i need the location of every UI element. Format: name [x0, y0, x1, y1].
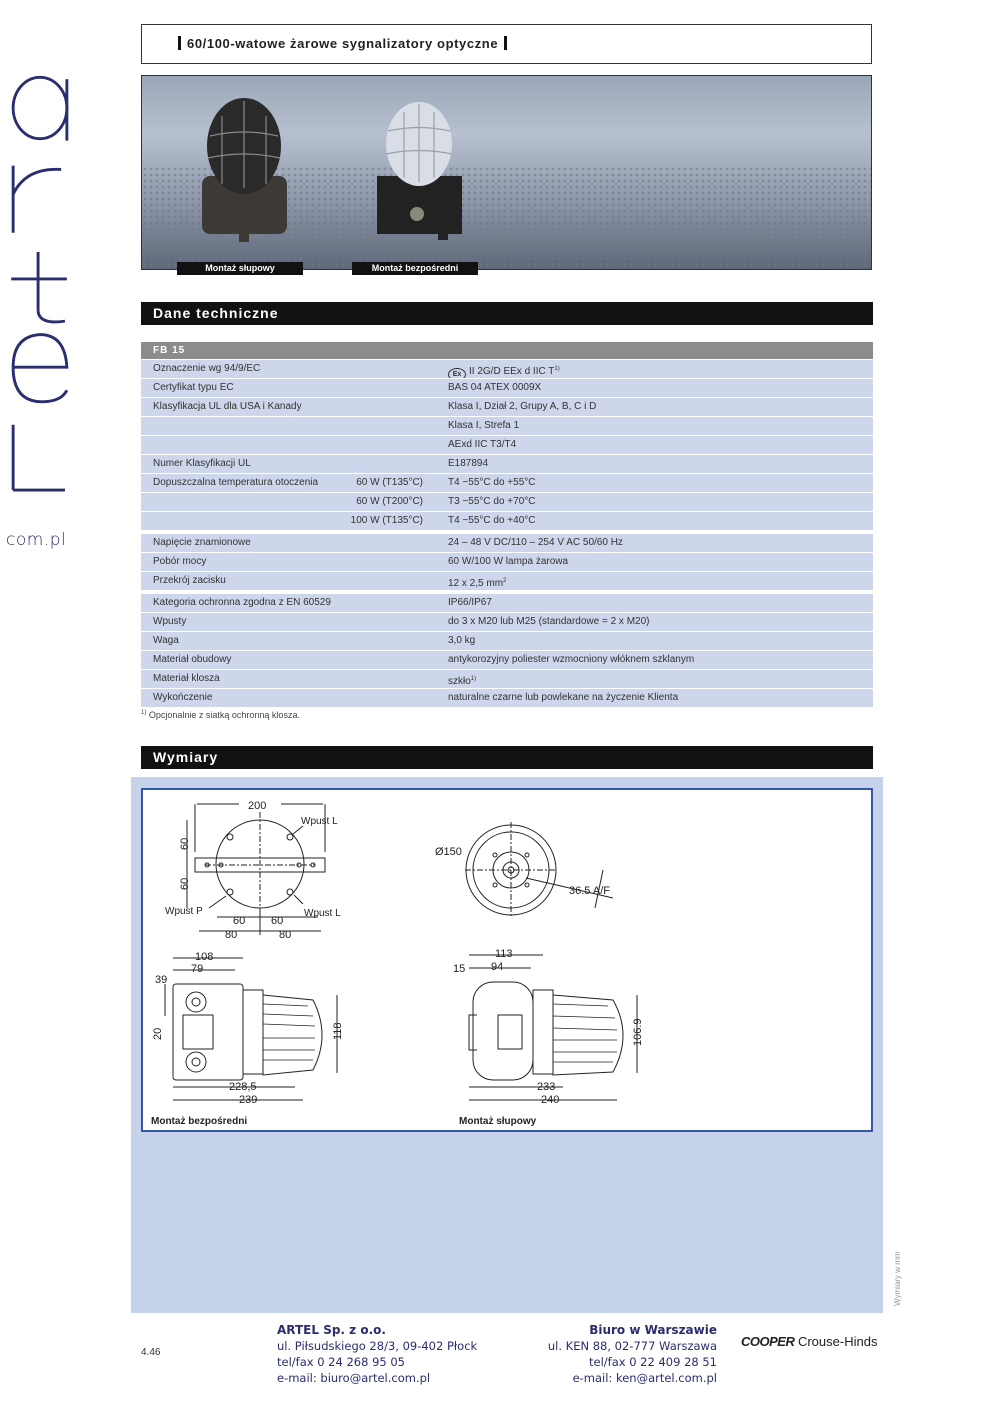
dim-top-width: 200	[248, 800, 267, 812]
product-illustration	[142, 76, 872, 270]
dim-108: 108	[195, 951, 214, 963]
page-title: 60/100-watowe żarowe sygnalizatory optyczne	[178, 36, 507, 51]
dim-15: 15	[453, 963, 466, 975]
spec-row	[141, 473, 873, 492]
dim-239: 239	[239, 1094, 258, 1106]
spec-row	[141, 533, 873, 552]
spec-value	[448, 512, 536, 530]
company-name: ARTEL Sp. z o.o.	[277, 1323, 386, 1337]
spec-footnote	[141, 710, 300, 720]
dimensions-drawings	[141, 788, 873, 1132]
dim-top-s60a: 60	[233, 915, 246, 927]
dim-diameter: Ø150	[435, 846, 462, 858]
caption-pole: Montaż słupowy	[459, 1116, 537, 1127]
spec-value	[448, 417, 519, 435]
spec-value	[448, 651, 694, 669]
spec-value-text: antykorozyjny poliester wzmocniony włóknem szklanym	[448, 654, 695, 665]
spec-value	[448, 572, 506, 593]
photo-label-direct: Montaż bezpośredni	[352, 262, 478, 275]
spec-table	[141, 342, 873, 707]
spec-label: Wpusty	[153, 616, 187, 627]
dim-wpust-l1: Wpust L	[301, 816, 338, 827]
dim-wpust-l2: Wpust L	[304, 908, 341, 919]
cooper-sub: Crouse-Hinds	[797, 1334, 878, 1349]
spec-label: Napięcie znamionowe	[153, 537, 251, 548]
ex-mark-icon: Ex	[448, 368, 466, 381]
spec-value	[448, 632, 475, 650]
spec-value-text: do 3 x M20 lub M25 (standardowe = 2 x M20)	[448, 616, 650, 627]
office-name: Biuro w Warszawie	[589, 1323, 717, 1337]
address-plock	[277, 1322, 477, 1386]
spec-value	[448, 689, 678, 707]
spec-label: Materiał obudowy	[153, 654, 232, 665]
spec-value	[448, 594, 492, 612]
page-number: 4.46	[141, 1347, 161, 1358]
cooper-logo	[741, 1334, 877, 1349]
spec-row	[141, 612, 873, 631]
spec-superscript: 1)	[470, 676, 477, 682]
spec-label: Wykończenie	[153, 692, 213, 703]
spec-label: Klasyfikacja UL dla USA i Kanady	[153, 401, 302, 412]
title-box	[141, 24, 872, 64]
spec-value	[448, 379, 541, 397]
spec-row	[141, 669, 873, 688]
spec-label: Oznaczenie wg 94/9/EC	[153, 363, 261, 374]
spec-value-text: AExd IIC T3/T4	[448, 439, 517, 450]
phone: tel/fax 0 24 268 95 05	[277, 1355, 405, 1369]
spec-superscript: 1)	[554, 366, 560, 372]
spec-value-text: IP66/IP67	[448, 597, 492, 608]
dim-af: 36.5 A/F	[569, 885, 610, 897]
spec-label: Waga	[153, 635, 179, 646]
spec-row	[141, 571, 873, 590]
spec-sublabel: 60 W (T200°C)	[356, 496, 423, 507]
spec-value	[448, 455, 488, 473]
street: ul. KEN 88, 02-777 Warszawa	[547, 1339, 717, 1353]
spec-value-text: T4 −55°C do +55°C	[448, 477, 536, 488]
spec-label: Przekrój zacisku	[153, 575, 226, 586]
spec-value-text: BAS 04 ATEX 0009X	[448, 382, 542, 393]
dim-1069: 106.9	[632, 1018, 644, 1046]
photo-label-pole: Montaż słupowy	[177, 262, 303, 275]
spec-value-text: T4 −55°C do +40°C	[448, 515, 536, 526]
spec-value-text: Klasa I, Dział 2, Grupy A, B, C i D	[448, 401, 597, 412]
spec-value-text: E187894	[448, 458, 489, 469]
spec-value-text: 24 – 48 V DC/110 – 254 V AC 50/60 Hz	[448, 537, 623, 548]
footnote-mark: 1)	[141, 710, 147, 716]
spec-row	[141, 416, 873, 435]
spec-row	[141, 511, 873, 530]
side-note	[888, 1240, 908, 1310]
email-link[interactable]: e-mail: biuro@artel.com.pl	[277, 1371, 431, 1385]
artel-logo	[0, 60, 80, 540]
dim-39: 39	[155, 974, 168, 986]
spec-rows	[141, 359, 873, 707]
spec-label: Dopuszczalna temperatura otoczenia	[153, 477, 319, 488]
dim-wpust-p: Wpust P	[165, 906, 203, 917]
spec-label: Numer Klasyfikacji UL	[153, 458, 251, 469]
spec-row	[141, 454, 873, 473]
spec-sublabel: 100 W (T135°C)	[350, 515, 423, 526]
dim-118: 118	[332, 1022, 344, 1040]
spec-value	[448, 613, 650, 631]
spec-row	[141, 435, 873, 454]
spec-row	[141, 650, 873, 669]
spec-value-text: 3,0 kg	[448, 635, 476, 646]
spec-value-text: Klasa I, Strefa 1	[448, 420, 520, 431]
spec-value-text: 12 x 2,5 mm	[448, 578, 504, 589]
phone: tel/fax 0 22 409 28 51	[589, 1355, 717, 1369]
spec-row	[141, 492, 873, 511]
dim-20: 20	[152, 1027, 164, 1040]
spec-value	[448, 398, 596, 416]
product-photo	[141, 75, 872, 270]
spec-label: Materiał klosza	[153, 673, 220, 684]
dim-top-s80b: 80	[279, 929, 292, 941]
dim-top-h1: 60	[179, 837, 191, 850]
caption-direct: Montaż bezpośredni	[151, 1116, 248, 1127]
spec-value	[448, 436, 516, 454]
side-note-text: Wymiary w mm	[893, 1251, 902, 1306]
logo-domain: com.pl	[6, 530, 67, 550]
spec-label: Certyfikat typu EC	[153, 382, 234, 393]
dim-top-h2: 60	[179, 877, 191, 890]
spec-row	[141, 688, 873, 707]
spec-value-text: 60 W/100 W lampa żarowa	[448, 556, 569, 567]
dim-233: 233	[537, 1081, 556, 1093]
spec-sublabel: 60 W (T135°C)	[356, 477, 423, 488]
spec-row	[141, 631, 873, 650]
spec-value	[448, 493, 536, 511]
dim-94: 94	[491, 961, 504, 973]
cooper-brand: COOPER	[741, 1334, 795, 1349]
spec-table-header: FB 15	[141, 342, 873, 359]
section-header-dimensions: Wymiary	[141, 746, 873, 769]
street: ul. Piłsudskiego 28/3, 09-402 Płock	[277, 1339, 478, 1353]
dim-79: 79	[191, 963, 204, 975]
footnote-text: Opcjonalnie z siatką ochronną klosza.	[148, 710, 300, 720]
address-warszawa	[520, 1322, 717, 1386]
spec-superscript: 2	[503, 578, 507, 584]
spec-row	[141, 359, 873, 378]
spec-row	[141, 378, 873, 397]
spec-value	[448, 553, 568, 571]
dim-2285: 228,5	[229, 1081, 257, 1093]
spec-row	[141, 552, 873, 571]
email-link[interactable]: e-mail: ken@artel.com.pl	[572, 1371, 717, 1385]
spec-value	[448, 474, 536, 492]
spec-row	[141, 397, 873, 416]
spec-value-text: naturalne czarne lub powlekane na życzenie Klienta	[448, 692, 679, 703]
spec-value-text: II 2G/D EEx d IIC T	[469, 366, 555, 377]
spec-label: Pobór mocy	[153, 556, 207, 567]
dim-top-s80a: 80	[225, 929, 238, 941]
spec-label: Kategoria ochronna zgodna z EN 60529	[153, 597, 331, 608]
dim-240: 240	[541, 1094, 560, 1106]
technical-drawings	[143, 790, 871, 1130]
dim-top-s60b: 60	[271, 915, 284, 927]
spec-value-text: T3 −55°C do +70°C	[448, 496, 536, 507]
section-header-technical: Dane techniczne	[141, 302, 873, 325]
spec-value-text: szkło	[448, 676, 471, 687]
spec-row	[141, 593, 873, 612]
dim-113: 113	[495, 948, 513, 960]
spec-value	[448, 534, 623, 552]
